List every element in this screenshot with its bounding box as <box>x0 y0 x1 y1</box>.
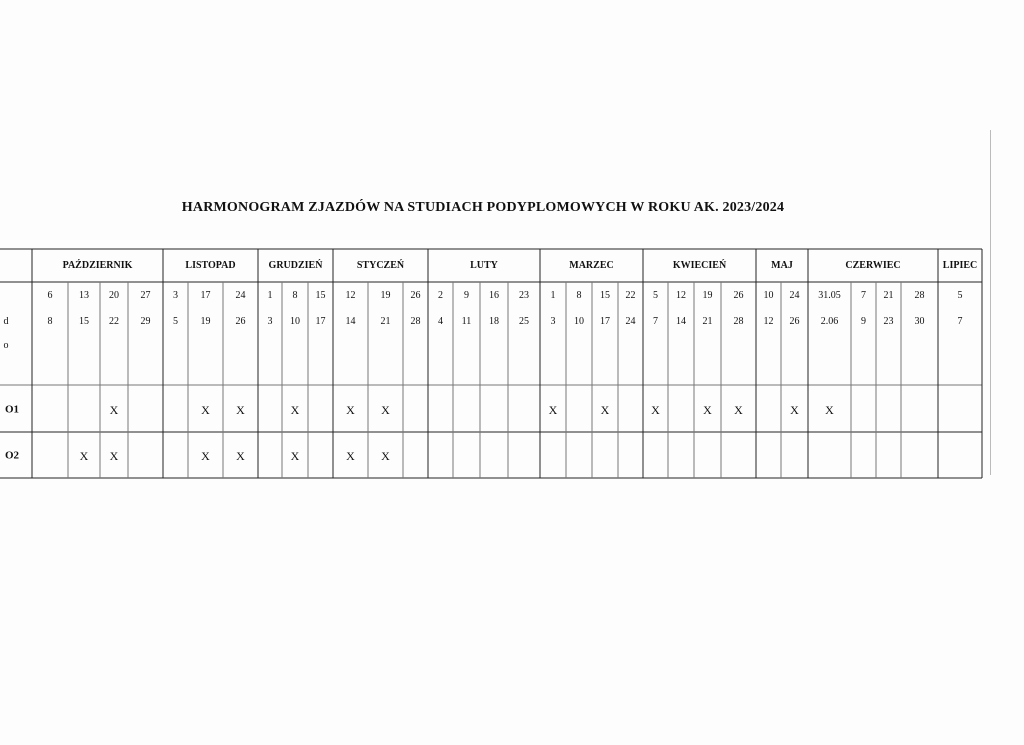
date-cell: 19 <box>702 290 713 301</box>
date-cell: 21 <box>380 316 391 327</box>
date-cell: 2 <box>438 290 443 301</box>
attendance-mark: X <box>825 403 834 417</box>
date-cell: 31.05 <box>818 290 841 301</box>
row-header-fragment: o <box>3 340 9 351</box>
attendance-mark: X <box>290 403 300 417</box>
month-header: KWIECIEŃ <box>672 260 727 271</box>
date-cell: 30 <box>914 316 925 327</box>
date-cell: 23 <box>519 290 529 301</box>
date-cell: 12 <box>345 290 356 301</box>
date-cell: 7 <box>957 316 963 327</box>
attendance-mark: X <box>381 403 390 417</box>
attendance-mark: X <box>201 403 210 417</box>
date-cell: 28 <box>733 316 744 327</box>
month-header: STYCZEŃ <box>356 260 405 271</box>
date-cell: 5 <box>653 290 658 301</box>
date-cell: 17 <box>200 290 211 301</box>
attendance-mark: X <box>600 403 610 417</box>
date-cell: 14 <box>676 316 686 327</box>
attendance-mark: X <box>734 403 743 417</box>
attendance-mark: X <box>109 449 119 463</box>
date-cell: 10 <box>763 290 774 301</box>
date-cell: 19 <box>200 316 211 327</box>
date-cell: 10 <box>574 316 584 327</box>
date-cell: 1 <box>550 290 556 301</box>
month-header: LISTOPAD <box>185 260 236 271</box>
date-cell: 14 <box>345 316 356 327</box>
group-label: O1 <box>4 403 20 416</box>
attendance-mark: X <box>651 403 660 417</box>
date-cell: 5 <box>957 290 963 301</box>
month-header: LUTY <box>470 260 498 271</box>
attendance-mark: X <box>790 403 799 417</box>
date-cell: 13 <box>79 290 89 301</box>
date-cell: 15 <box>600 290 610 301</box>
date-cell: 28 <box>914 290 925 301</box>
date-cell: 20 <box>109 290 119 301</box>
date-cell: 26 <box>733 290 744 301</box>
attendance-mark: X <box>236 449 245 463</box>
attendance-mark: X <box>346 403 355 417</box>
date-cell: 3 <box>173 290 178 301</box>
date-cell: 1 <box>267 290 273 301</box>
date-cell: 10 <box>290 316 300 327</box>
date-cell: 3 <box>267 316 273 327</box>
date-cell: 19 <box>380 290 391 301</box>
date-cell: 17 <box>600 316 610 327</box>
date-cell: 8 <box>292 290 298 301</box>
month-header: CZERWIEC <box>845 260 901 271</box>
date-cell: 18 <box>489 316 499 327</box>
attendance-mark: X <box>109 403 119 417</box>
date-cell: 17 <box>315 316 326 327</box>
date-cell: 25 <box>519 316 529 327</box>
date-cell: 11 <box>461 316 472 327</box>
date-cell: 26 <box>410 290 421 301</box>
date-cell: 6 <box>47 290 53 301</box>
date-cell: 21 <box>702 316 713 327</box>
date-cell: 29 <box>140 316 151 327</box>
attendance-mark: X <box>236 403 245 417</box>
date-cell: 4 <box>438 316 443 327</box>
attendance-mark: X <box>290 449 300 463</box>
document-title: HARMONOGRAM ZJAZDÓW NA STUDIACH PODYPLOMOWYCH W ROKU AK. 2023/2024 <box>181 200 785 215</box>
date-cell: 22 <box>625 290 636 301</box>
date-cell: 27 <box>140 290 151 301</box>
month-header: GRUDZIEŃ <box>268 260 323 271</box>
attendance-mark: X <box>548 403 558 417</box>
attendance-mark: X <box>381 449 390 463</box>
group-label: O2 <box>4 449 20 462</box>
date-cell: 24 <box>625 316 636 327</box>
month-header: MARZEC <box>569 260 614 271</box>
date-cell: 7 <box>861 290 866 301</box>
date-cell: 24 <box>789 290 800 301</box>
month-header: LIPIEC <box>942 260 978 271</box>
date-cell: 8 <box>576 290 582 301</box>
date-cell: 9 <box>861 316 866 327</box>
date-cell: 21 <box>883 290 894 301</box>
row-header-fragment: d <box>3 316 9 327</box>
attendance-mark: X <box>346 449 355 463</box>
attendance-mark: X <box>201 449 210 463</box>
date-cell: 5 <box>173 316 178 327</box>
date-cell: 15 <box>79 316 89 327</box>
date-cell: 15 <box>315 290 326 301</box>
date-cell: 8 <box>47 316 53 327</box>
date-cell: 26 <box>789 316 800 327</box>
month-header: PAŹDZIERNIK <box>62 260 133 271</box>
attendance-mark: X <box>79 449 89 463</box>
date-cell: 28 <box>410 316 421 327</box>
attendance-mark: X <box>703 403 712 417</box>
date-cell: 22 <box>109 316 119 327</box>
date-cell: 26 <box>235 316 246 327</box>
month-header: MAJ <box>771 260 793 271</box>
date-cell: 3 <box>550 316 556 327</box>
date-cell: 9 <box>464 290 469 301</box>
date-cell: 7 <box>653 316 658 327</box>
date-cell: 12 <box>676 290 686 301</box>
date-cell: 12 <box>763 316 774 327</box>
date-cell: 2.06 <box>820 316 839 327</box>
date-cell: 16 <box>489 290 499 301</box>
date-cell: 23 <box>883 316 894 327</box>
date-cell: 24 <box>235 290 246 301</box>
